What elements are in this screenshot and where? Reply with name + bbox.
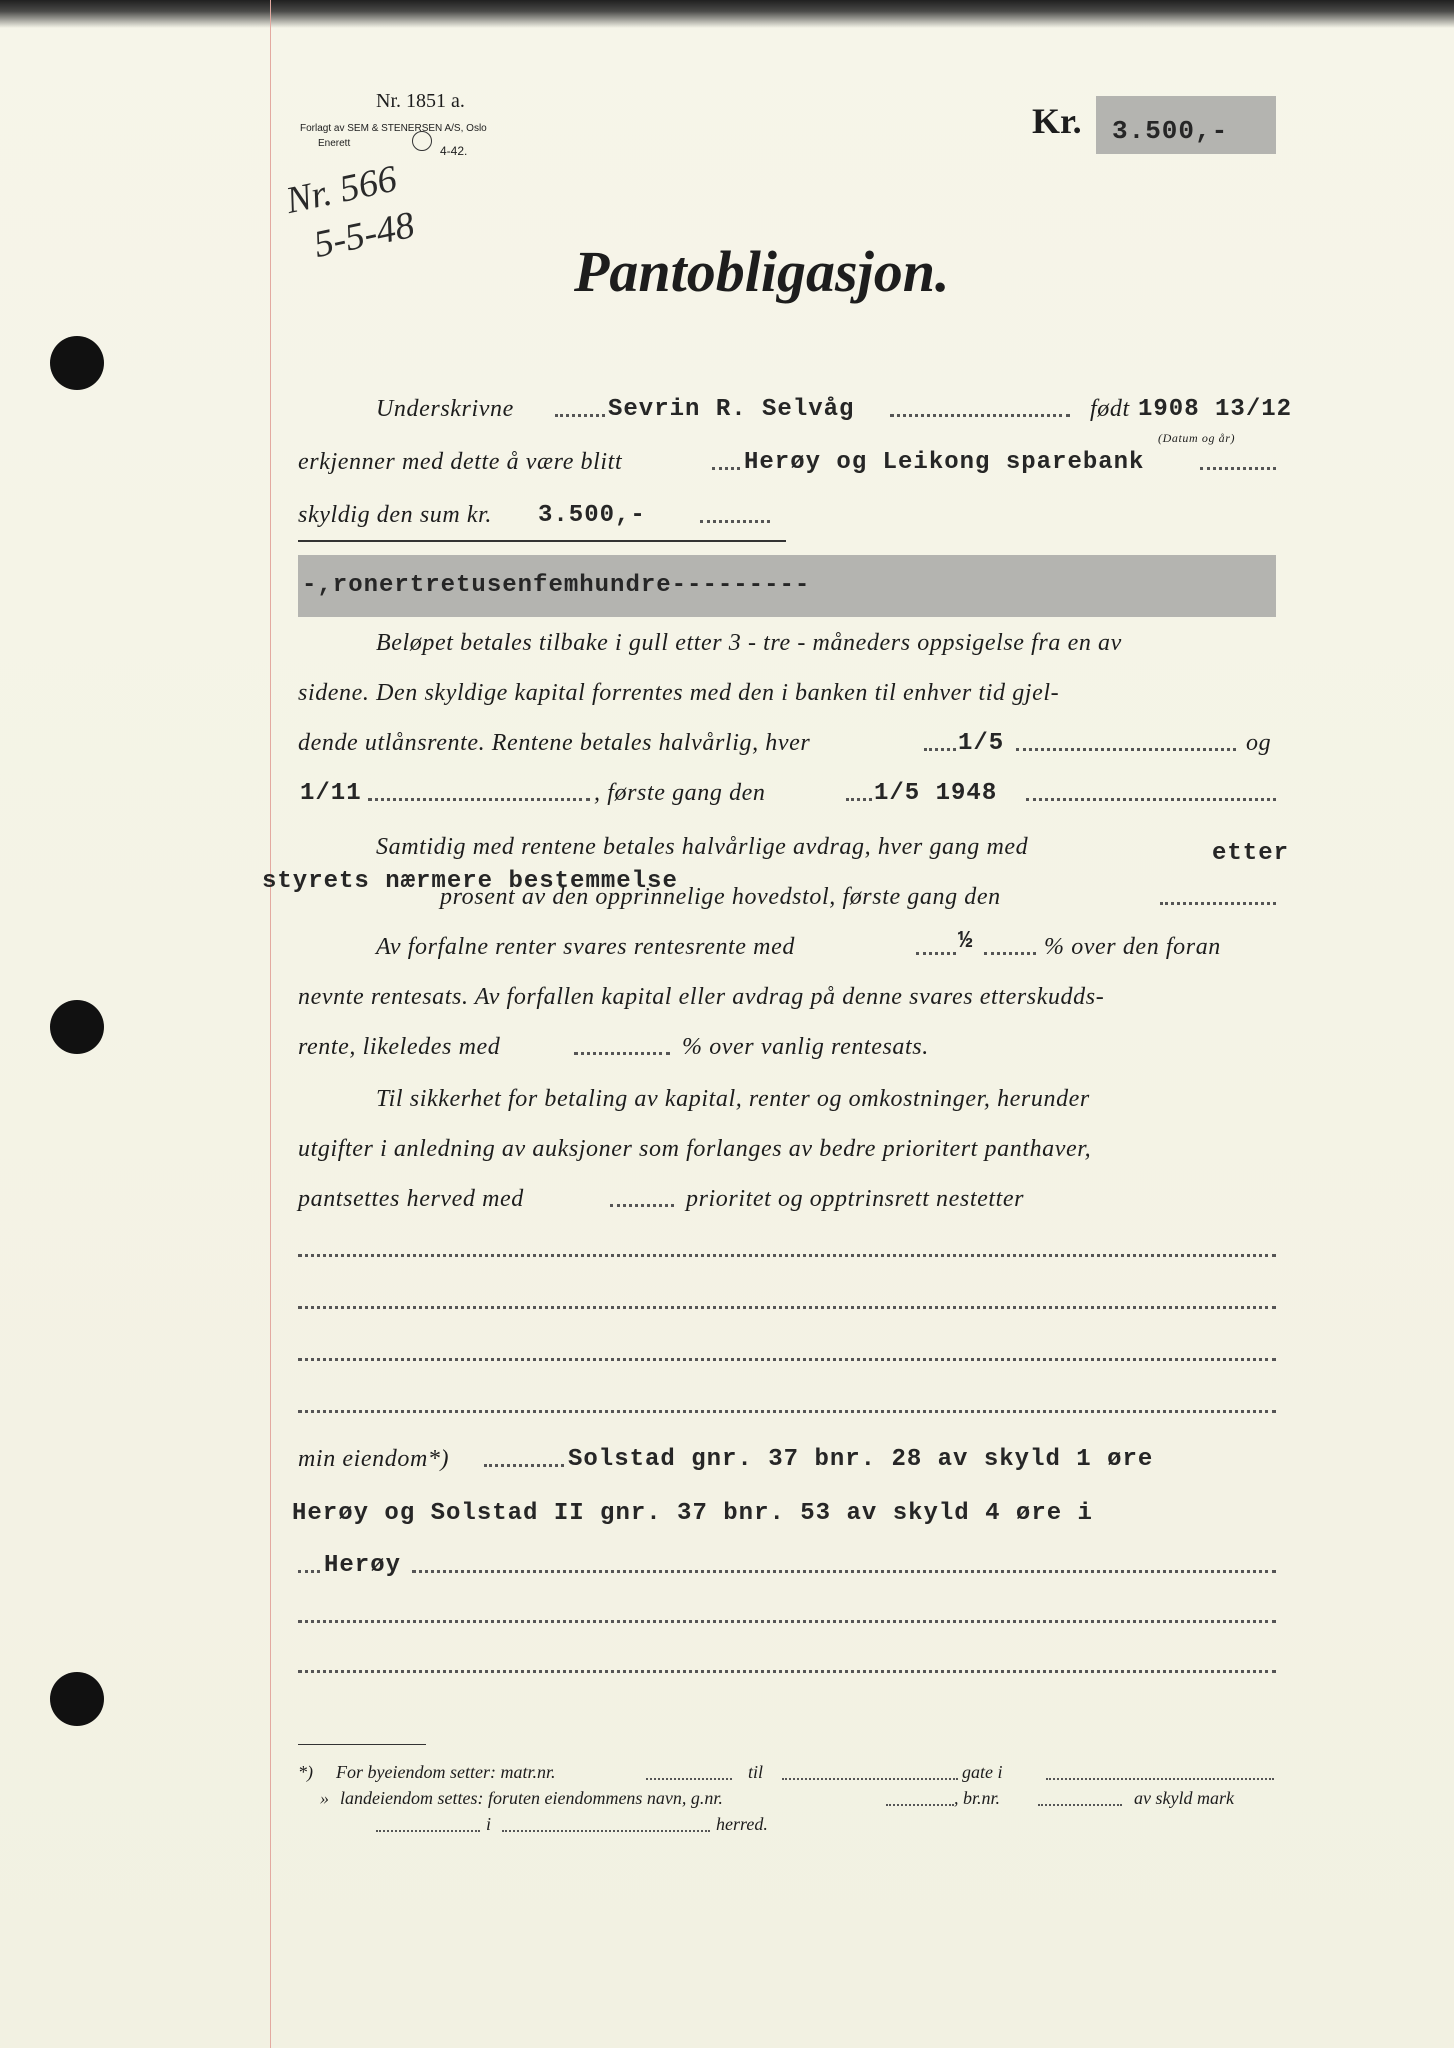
dotted-line: [890, 414, 1070, 417]
footnote-line-2-mark: »: [320, 1788, 329, 1808]
born-hint: (Datum og år): [1158, 431, 1236, 445]
dotted-line: [1016, 748, 1236, 751]
copyright: Enerett: [318, 138, 351, 149]
dotted-line: [412, 1570, 1276, 1573]
dotted-line: [376, 1830, 480, 1832]
footnote-line-2c: av skyld mark: [1134, 1788, 1234, 1808]
installment-typed-1: etter: [1212, 840, 1290, 867]
dotted-line: [924, 748, 956, 751]
footnote-line-1a: For byeiendom setter: matr.nr.: [336, 1762, 556, 1782]
dotted-line: [886, 1804, 954, 1806]
overdue-interest-line-1b: % over den foran: [1044, 934, 1221, 960]
punch-hole: [50, 336, 104, 390]
footnote-mark: *): [298, 1762, 313, 1782]
dotted-line: [1038, 1804, 1122, 1806]
property-line-2: Herøy og Solstad II gnr. 37 bnr. 53 av skyld 4 øre i: [292, 1500, 1093, 1527]
dotted-line: [1026, 798, 1276, 801]
dotted-line: [484, 1464, 564, 1467]
margin-rule: [270, 0, 271, 2048]
dotted-line: [610, 1204, 674, 1207]
interest-date-2: 1/11: [300, 780, 362, 807]
blank-dotted-line: [298, 1358, 1276, 1361]
dotted-line: [700, 520, 770, 523]
publisher-stamp-icon: [412, 131, 432, 151]
debtor-name: Sevrin R. Selvåg: [608, 396, 855, 423]
first-payment-label: , første gang den: [594, 780, 766, 806]
overdue-interest-line-2: nevnte rentesats. Av forfallen kapital eller avdrag på denne svares etterskudds-: [298, 984, 1105, 1010]
repayment-line-2: sidene. Den skyldige kapital forrentes med den i banken til enhver tid gjel-: [298, 680, 1060, 706]
footnote-rule: [298, 1744, 426, 1745]
property-line-1: Solstad gnr. 37 bnr. 28 av skyld 1 øre: [568, 1446, 1154, 1473]
born-value: 1908 13/12: [1138, 396, 1293, 423]
security-line-3: pantsettes herved med: [298, 1186, 524, 1212]
footnote-line-3b: herred.: [716, 1814, 768, 1834]
repayment-line-3: dende utlånsrente. Rentene betales halvårlig, hver: [298, 730, 811, 756]
scan-edge-shadow: [0, 0, 1454, 28]
dotted-line: [916, 952, 956, 955]
debt-value: 3.500,-: [538, 502, 646, 529]
dotted-line: [712, 467, 740, 470]
footnote-line-2b: , br.nr.: [954, 1788, 1001, 1808]
creditor-name: Herøy og Leikong sparebank: [744, 449, 1145, 476]
overdue-interest-line-3: rente, likeledes med: [298, 1034, 501, 1060]
creditor-label: erkjenner med dette å være blitt: [298, 449, 623, 475]
property-line-3: Herøy: [324, 1552, 402, 1579]
blank-dotted-line: [298, 1620, 1276, 1623]
dotted-line: [984, 952, 1036, 955]
footnote-line-1b: til: [748, 1762, 764, 1782]
footnote-line-3a: i: [486, 1814, 492, 1834]
security-line-2: utgifter i anledning av auksjoner som forlanges av bedre prioritert panthaver,: [298, 1136, 1092, 1162]
blank-dotted-line: [298, 1254, 1276, 1257]
debt-label: skyldig den sum kr.: [298, 502, 493, 528]
form-number: Nr. 1851 a.: [376, 90, 465, 112]
dotted-line: [1160, 902, 1276, 905]
interest-date-1: 1/5: [958, 730, 1005, 757]
handwritten-date: 5-5-48: [310, 203, 419, 267]
amount-in-words: -,ronertretusenfemhundre---------: [302, 572, 811, 599]
installment-line-2: prosent av den opprinnelige hovedstol, første gang den: [440, 884, 1001, 910]
first-payment-date: 1/5 1948: [874, 780, 998, 807]
punch-hole: [50, 1672, 104, 1726]
dotted-line: [1200, 467, 1276, 470]
footnote-line-1c: gate i: [962, 1762, 1003, 1782]
dotted-line: [555, 414, 605, 417]
security-line-3b: prioritet og opptrinsrett nestetter: [686, 1186, 1025, 1212]
footnote-line-2a: landeiendom settes: foruten eiendommens navn, g.nr.: [340, 1788, 723, 1808]
debtor-label: Underskrivne: [376, 396, 514, 422]
handwritten-reference: Nr. 566: [282, 157, 401, 223]
dotted-line: [298, 1570, 320, 1573]
dotted-line: [574, 1052, 670, 1055]
dotted-line: [1046, 1778, 1274, 1780]
debt-underline: [298, 540, 786, 542]
dotted-line: [502, 1830, 710, 1832]
blank-dotted-line: [298, 1306, 1276, 1309]
dotted-line: [368, 798, 590, 801]
installment-line-1: Samtidig med rentene betales halvårlige avdrag, hver gang med: [376, 834, 1029, 860]
blank-dotted-line: [298, 1670, 1276, 1673]
dotted-line: [646, 1778, 732, 1780]
publisher: Forlagt av SEM & STENERSEN A/S, Oslo: [300, 123, 487, 134]
overdue-interest-line-3b: % over vanlig rentesats.: [682, 1034, 929, 1060]
page-title: Pantobligasjon.: [574, 239, 950, 304]
overdue-interest-line-1: Av forfalne renter svares rentesrente med: [376, 934, 795, 960]
dotted-line: [846, 798, 872, 801]
edition: 4-42.: [440, 144, 468, 158]
amount-value: 3.500,-: [1112, 116, 1229, 146]
og-word: og: [1246, 730, 1272, 756]
blank-dotted-line: [298, 1410, 1276, 1413]
security-line-1: Til sikkerhet for betaling av kapital, renter og omkostninger, herunder: [376, 1086, 1090, 1112]
installment-typed-2: styrets nærmere bestemmelse: [262, 868, 678, 895]
punch-hole: [50, 1000, 104, 1054]
dotted-line: [782, 1778, 958, 1780]
amount-label: Kr.: [1032, 101, 1082, 141]
overdue-interest-rate: ½: [958, 928, 974, 955]
repayment-line-1: Beløpet betales tilbake i gull etter 3 - tre - måneders oppsigelse fra en av: [376, 630, 1122, 656]
property-label: min eiendom*): [298, 1446, 450, 1472]
born-label: født: [1090, 396, 1130, 422]
